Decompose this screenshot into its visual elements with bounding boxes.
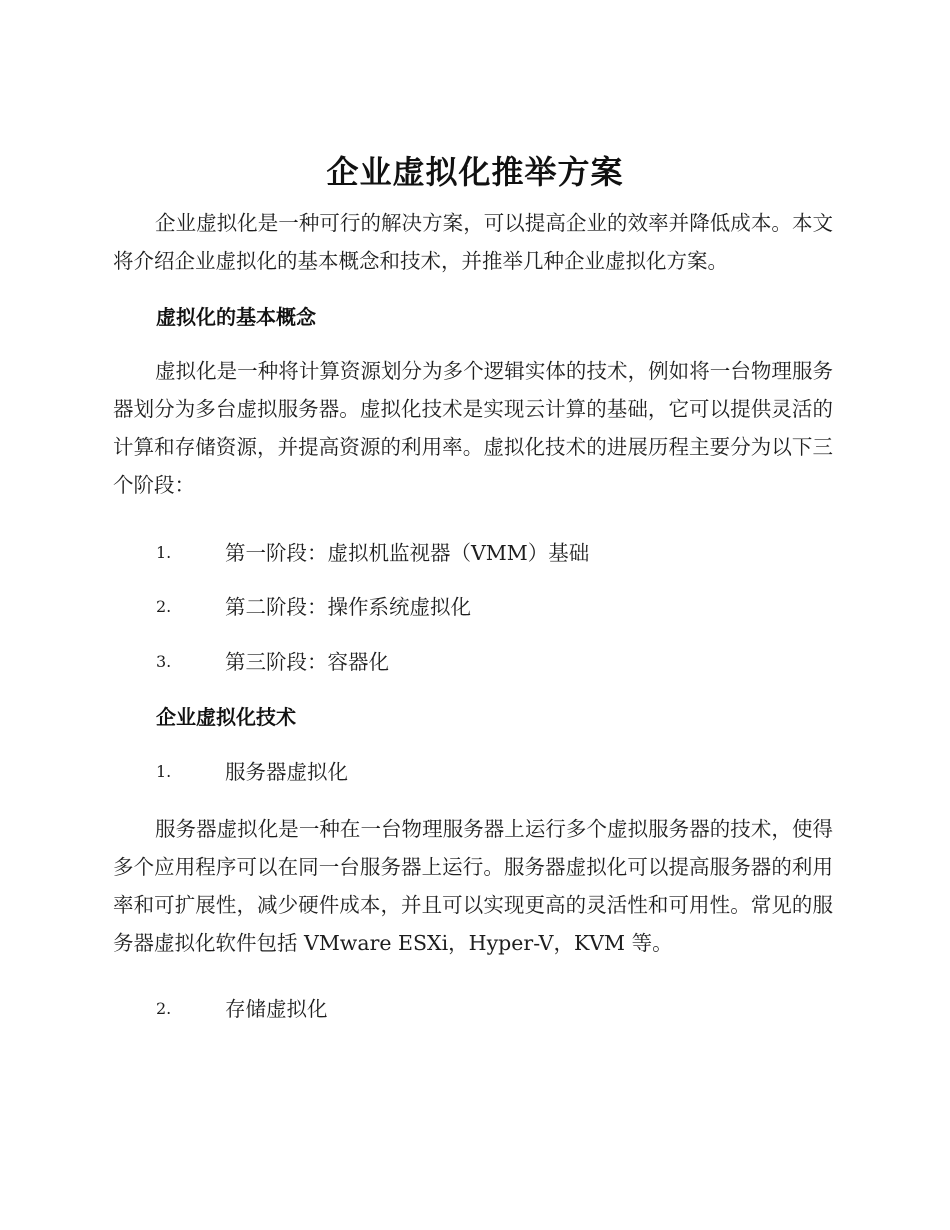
list-text: 第三阶段：容器化: [225, 650, 389, 674]
list-text: 存储虚拟化: [225, 997, 328, 1021]
list-item-storage-virtualization: [156, 993, 836, 1025]
document-title: 企业虚拟化推举方案: [326, 153, 624, 191]
list-number: 2.: [156, 999, 172, 1018]
server-virtualization-paragraph: 服务器虚拟化是一种在一台物理服务器上运行多个虚拟服务器的技术，使得多个应用程序可以在同一台服务器上运行。服务器虚拟化可以提高服务器的利用率和可扩展性，减少硬件成本，并且可以实现更高的灵活性和可用性。常见的服务器虚拟化软件包括 VMware ESXi，Hyper-V，KVM 等。: [113, 817, 833, 955]
section-heading-basic-concepts: 虚拟化的基本概念: [156, 305, 316, 329]
list-item-stage-2: [156, 591, 836, 623]
list-number: 1.: [156, 543, 172, 562]
list-number: 2.: [156, 597, 172, 616]
list-item-stage-3: [156, 646, 836, 678]
list-text: 第二阶段：操作系统虚拟化: [225, 595, 471, 619]
section-heading-virtualization-tech: 企业虚拟化技术: [156, 705, 296, 729]
basic-concepts-paragraph: 虚拟化是一种将计算资源划分为多个逻辑实体的技术，例如将一台物理服务器划分为多台虚拟服务器。虚拟化技术是实现云计算的基础，它可以提供灵活的计算和存储资源，并提高资源的利用率。虚拟化技术的进展历程主要分为以下三个阶段：: [113, 359, 833, 497]
intro-paragraph: 企业虚拟化是一种可行的解决方案，可以提高企业的效率并降低成本。本文将介绍企业虚拟化的基本概念和技术，并推举几种企业虚拟化方案。: [113, 211, 833, 273]
list-item-server-virtualization: [156, 756, 836, 788]
list-number: 1.: [156, 762, 172, 781]
list-text: 服务器虚拟化: [225, 760, 348, 784]
list-text: 第一阶段：虚拟机监视器（VMM）基础: [225, 541, 590, 565]
list-item-stage-1: [156, 537, 836, 569]
list-number: 3.: [156, 652, 172, 671]
